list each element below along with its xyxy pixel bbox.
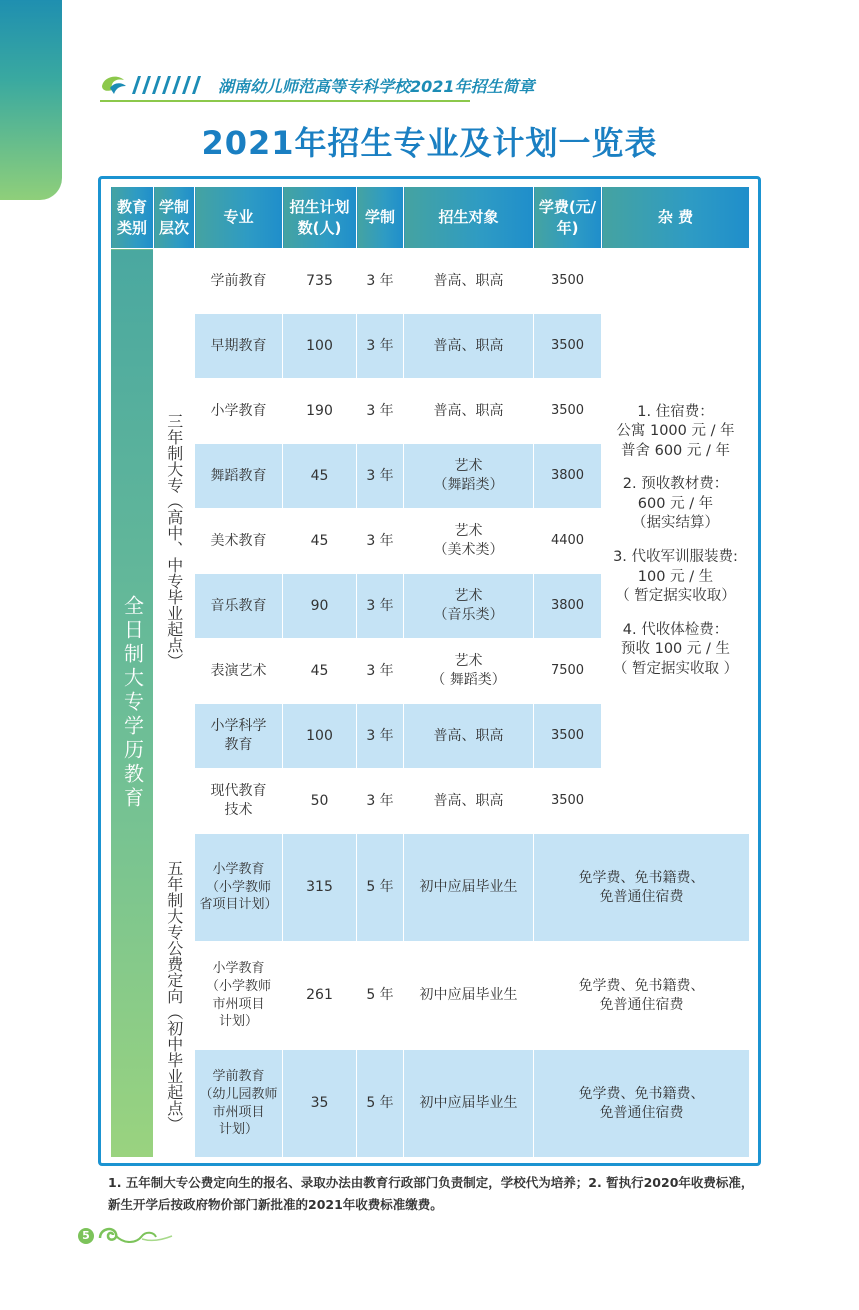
header-plan: 招生计划数(人) [283, 187, 357, 249]
plan-cell: 190 [283, 379, 357, 444]
duration-cell: 3 年 [357, 509, 404, 574]
duration-cell: 3 年 [357, 444, 404, 509]
header-category: 教育类别 [111, 187, 154, 249]
header-major: 专业 [195, 187, 283, 249]
duration-cell: 3 年 [357, 574, 404, 639]
duration-cell: 5 年 [357, 942, 404, 1050]
level-five-year-cell: 五年制大专公费定向（初中毕业起点） [154, 834, 195, 1158]
target-cell: 初中应届毕业生 [404, 1050, 534, 1158]
major-cell: 表演艺术 [195, 639, 283, 704]
header-fee: 学费(元/年) [534, 187, 602, 249]
plan-cell: 35 [283, 1050, 357, 1158]
target-cell: 初中应届毕业生 [404, 942, 534, 1050]
duration-cell: 5 年 [357, 834, 404, 942]
header-target: 招生对象 [404, 187, 534, 249]
target-cell: 艺术 （美术类） [404, 509, 534, 574]
fee-cell: 3800 [534, 444, 602, 509]
header-misc: 杂 费 [602, 187, 750, 249]
plan-cell: 100 [283, 704, 357, 769]
plan-cell: 261 [283, 942, 357, 1050]
plan-cell: 315 [283, 834, 357, 942]
target-cell: 普高、职高 [404, 704, 534, 769]
fee-cell: 3500 [534, 314, 602, 379]
table-row [111, 834, 750, 942]
page-header [100, 68, 535, 102]
major-cell: 美术教育 [195, 509, 283, 574]
misc-item-1: 1. 住宿费： 公寓 1000 元 / 年 普舍 600 元 / 年 [616, 403, 735, 459]
target-cell: 初中应届毕业生 [404, 834, 534, 942]
page-number: 5 [78, 1228, 94, 1244]
duration-cell: 3 年 [357, 249, 404, 314]
swirl-decoration-icon [96, 1222, 176, 1248]
misc-item-3: 3. 代收军训服装费: 100 元 / 生 （ 暂定据实收取） [613, 549, 738, 605]
fee-misc-cell: 免学费、免书籍费、 免普通住宿费 [534, 1050, 750, 1158]
header-duration: 学制 [357, 187, 404, 249]
plan-cell: 100 [283, 314, 357, 379]
major-cell: 小学科学 教育 [195, 704, 283, 769]
table-header-row [111, 187, 750, 249]
major-cell: 早期教育 [195, 314, 283, 379]
plan-cell: 45 [283, 509, 357, 574]
fee-cell: 3500 [534, 704, 602, 769]
corner-decoration [0, 0, 62, 200]
category-cell: 全日制大专学历教育 [111, 249, 154, 1158]
plan-cell: 90 [283, 574, 357, 639]
target-cell: 艺术 （ 舞蹈类） [404, 639, 534, 704]
plan-cell: 50 [283, 769, 357, 834]
header-underline [100, 100, 470, 102]
footnote: 1. 五年制大专公费定向生的报名、录取办法由教育行政部门负责制定，学校代为培养；2. 暂执行2020年收费标准，新生开学后按政府物价部门新批准的2021年收费标准缴费。 [108, 1175, 754, 1212]
target-cell: 普高、职高 [404, 249, 534, 314]
plan-cell: 735 [283, 249, 357, 314]
plan-cell: 45 [283, 639, 357, 704]
fee-cell: 4400 [534, 509, 602, 574]
duration-cell: 3 年 [357, 379, 404, 444]
target-cell: 普高、职高 [404, 314, 534, 379]
fee-cell: 3500 [534, 769, 602, 834]
major-cell: 舞蹈教育 [195, 444, 283, 509]
fee-misc-cell: 免学费、免书籍费、 免普通住宿费 [534, 834, 750, 942]
duration-cell: 3 年 [357, 639, 404, 704]
fee-misc-cell: 免学费、免书籍费、 免普通住宿费 [534, 942, 750, 1050]
duration-cell: 3 年 [357, 769, 404, 834]
target-cell: 普高、职高 [404, 769, 534, 834]
target-cell: 普高、职高 [404, 379, 534, 444]
duration-cell: 3 年 [357, 704, 404, 769]
school-logo-icon [100, 72, 210, 96]
table-row [111, 1050, 750, 1158]
major-cell: 小学教育 （小学教师 省项目计划） [195, 834, 283, 942]
plan-cell: 45 [283, 444, 357, 509]
fee-cell: 3500 [534, 379, 602, 444]
level-three-year-cell: 三年制大专（高中、中专毕业起点） [154, 249, 195, 834]
misc-fees-cell [602, 249, 750, 834]
major-cell: 现代教育 技术 [195, 769, 283, 834]
duration-cell: 5 年 [357, 1050, 404, 1158]
fee-cell: 3800 [534, 574, 602, 639]
target-cell: 艺术 （舞蹈类） [404, 444, 534, 509]
header-school-title: 湖南幼儿师范高等专科学校2021年招生简章 [218, 77, 535, 96]
header-level: 学制层次 [154, 187, 195, 249]
major-cell: 小学教育 （小学教师 市州项目 计划） [195, 942, 283, 1050]
page-title: 2021年招生专业及计划一览表 [201, 124, 658, 162]
fee-cell: 7500 [534, 639, 602, 704]
major-cell: 小学教育 [195, 379, 283, 444]
misc-item-2: 2. 预收教材费： 600 元 / 年 （据实结算） [622, 476, 729, 532]
misc-item-4: 4. 代收体检费： 预收 100 元 / 生 （ 暂定据实收取 ） [612, 621, 739, 677]
major-cell: 学前教育 [195, 249, 283, 314]
major-cell: 音乐教育 [195, 574, 283, 639]
target-cell: 艺术 （音乐类） [404, 574, 534, 639]
major-cell: 学前教育 （幼儿园教师 市州项目 计划） [195, 1050, 283, 1158]
duration-cell: 3 年 [357, 314, 404, 379]
fee-cell: 3500 [534, 249, 602, 314]
enrollment-plan-table [110, 186, 750, 1158]
table-row [111, 942, 750, 1050]
table-row [111, 249, 750, 314]
